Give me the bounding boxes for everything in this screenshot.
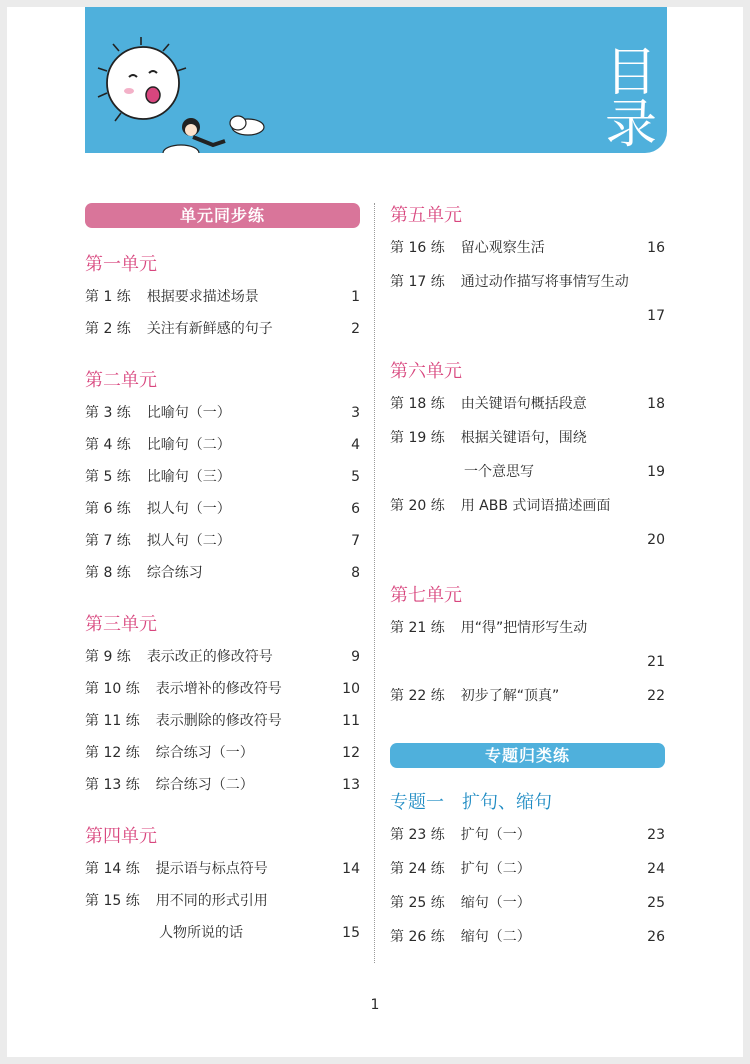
toc-entry-continued[interactable] — [390, 651, 665, 673]
entry-title: 由关键语句概括段意 — [460, 396, 587, 412]
toc-entry[interactable] — [390, 824, 665, 846]
leader-dots — [272, 858, 338, 880]
entry-number: 第 13 练 — [85, 777, 140, 793]
entry-title: 综合练习 — [146, 565, 203, 581]
toc-entry[interactable] — [85, 562, 360, 584]
title-char-2: 录 — [604, 95, 657, 153]
toc-entry[interactable] — [390, 892, 665, 914]
entry-number: 第 25 练 — [390, 895, 445, 911]
topic-title: 专题一 扩句、缩句 — [390, 792, 552, 813]
unit-title: 第五单元 — [390, 205, 462, 226]
unit-title: 第七单元 — [390, 585, 462, 606]
toc-entry[interactable] — [85, 402, 360, 424]
leader-dots — [235, 498, 342, 520]
section-pill-sync: 单元同步练 — [85, 203, 360, 228]
entry-title-continued: 人物所说的话 — [159, 925, 243, 941]
entry-page: 12 — [342, 745, 360, 761]
unit-title: 第六单元 — [390, 361, 462, 382]
sun-cartoon-illustration — [93, 35, 293, 153]
toc-entry[interactable] — [85, 710, 360, 732]
entry-page: 1 — [351, 289, 360, 305]
entry-title: 关注有新鲜感的句子 — [146, 321, 273, 337]
toc-entry-continued[interactable] — [390, 461, 665, 483]
entry-title: 综合练习（一） — [155, 745, 254, 761]
entry-number: 第 14 练 — [85, 861, 140, 877]
entry-page: 6 — [351, 501, 360, 517]
entry-number: 第 21 练 — [390, 620, 445, 636]
entry-page: 8 — [351, 565, 360, 581]
leader-dots — [235, 530, 342, 552]
unit-title: 第二单元 — [85, 370, 157, 391]
entry-title: 比喻句（一） — [146, 405, 231, 421]
entry-number: 第 20 练 — [390, 498, 445, 514]
leader-dots — [247, 922, 338, 944]
entry-page: 15 — [342, 925, 360, 941]
entry-number: 第 6 练 — [85, 501, 131, 517]
leader-dots — [235, 466, 342, 488]
leader-dots — [535, 926, 643, 948]
toc-entry[interactable] — [85, 890, 360, 912]
entry-page: 24 — [647, 861, 665, 877]
entry-number: 第 5 练 — [85, 469, 131, 485]
entry-page: 4 — [351, 437, 360, 453]
toc-entry[interactable] — [85, 434, 360, 456]
entry-page: 26 — [647, 929, 665, 945]
toc-entry-continued[interactable] — [390, 305, 665, 327]
toc-entry[interactable] — [85, 678, 360, 700]
entry-number: 第 12 练 — [85, 745, 140, 761]
left-column — [85, 203, 360, 944]
entry-number: 第 24 练 — [390, 861, 445, 877]
toc-entry[interactable] — [85, 498, 360, 520]
page-number: 1 — [370, 997, 380, 1013]
entry-page: 17 — [647, 308, 665, 324]
leader-dots — [286, 678, 338, 700]
leader-dots — [277, 646, 342, 668]
entry-number: 第 10 练 — [85, 681, 140, 697]
entry-title: 缩句（一） — [460, 895, 531, 911]
entry-number: 第 8 练 — [85, 565, 131, 581]
toc-entry[interactable] — [85, 646, 360, 668]
entry-page: 2 — [351, 321, 360, 337]
entry-page: 14 — [342, 861, 360, 877]
entry-title: 用不同的形式引用 — [155, 893, 268, 909]
entry-number: 第 22 练 — [390, 688, 445, 704]
entry-page: 25 — [647, 895, 665, 911]
unit-title: 第三单元 — [85, 614, 157, 635]
entry-number: 第 15 练 — [85, 893, 140, 909]
entry-title: 用 ABB 式词语描述画面 — [460, 498, 611, 514]
entry-number: 第 7 练 — [85, 533, 131, 549]
leader-dots — [563, 685, 643, 707]
entry-title: 留心观察生活 — [460, 240, 545, 256]
leader-dots — [538, 461, 643, 483]
entry-number: 第 9 练 — [85, 649, 131, 665]
section-pill-topic: 专题归类练 — [390, 743, 665, 768]
leader-dots — [286, 710, 338, 732]
entry-number: 第 11 练 — [85, 713, 140, 729]
entry-title: 根据要求描述场景 — [146, 289, 259, 305]
header-banner — [85, 7, 667, 153]
entry-page: 16 — [647, 240, 665, 256]
toc-entry-continued[interactable] — [390, 529, 665, 551]
leader-dots — [482, 529, 643, 551]
toc-entry[interactable] — [390, 685, 665, 707]
entry-title: 表示删除的修改符号 — [155, 713, 282, 729]
entry-number: 第 19 练 — [390, 430, 445, 446]
unit-title: 第一单元 — [85, 254, 157, 275]
unit-title: 第四单元 — [85, 826, 157, 847]
leader-dots — [207, 562, 342, 584]
entry-number: 第 16 练 — [390, 240, 445, 256]
toc-entry[interactable] — [390, 926, 665, 948]
leader-dots — [591, 393, 643, 415]
entry-page: 13 — [342, 777, 360, 793]
entry-page: 23 — [647, 827, 665, 843]
entry-title: 用“得”把情形写生动 — [460, 620, 588, 636]
entry-title-continued: 一个意思写 — [464, 464, 534, 480]
toc-entry[interactable] — [85, 774, 360, 796]
leader-dots — [549, 237, 643, 259]
entry-page: 9 — [351, 649, 360, 665]
leader-dots — [535, 824, 643, 846]
page — [7, 7, 743, 1057]
leader-dots — [263, 286, 342, 308]
entry-title: 比喻句（二） — [146, 437, 231, 453]
leader-dots — [235, 402, 342, 424]
entry-title: 扩句（二） — [460, 861, 531, 877]
entry-page: 19 — [647, 464, 665, 480]
toc-entry[interactable] — [390, 427, 665, 449]
entry-title: 拟人句（一） — [146, 501, 231, 517]
toc-entry[interactable] — [85, 858, 360, 880]
leader-dots — [258, 742, 338, 764]
entry-title: 缩句（二） — [460, 929, 531, 945]
leader-dots — [535, 858, 643, 880]
entry-title: 提示语与标点符号 — [155, 861, 268, 877]
toc-entry[interactable] — [390, 858, 665, 880]
entry-page: 22 — [647, 688, 665, 704]
entry-number: 第 23 练 — [390, 827, 445, 843]
entry-title: 初步了解“顶真” — [460, 688, 560, 704]
leader-dots — [277, 318, 342, 340]
entry-title: 表示增补的修改符号 — [155, 681, 282, 697]
entry-title: 根据关键语句，围绕 — [460, 430, 587, 446]
toc-entry[interactable] — [390, 237, 665, 259]
toc-entry[interactable] — [85, 286, 360, 308]
entry-number: 第 1 练 — [85, 289, 131, 305]
title-char-1: 目 — [604, 43, 657, 103]
leader-dots — [482, 651, 643, 673]
toc-entry[interactable] — [85, 530, 360, 552]
entry-title: 表示改正的修改符号 — [146, 649, 273, 665]
column-divider — [374, 203, 375, 963]
toc-entry[interactable] — [85, 742, 360, 764]
entry-number: 第 17 练 — [390, 274, 445, 290]
entry-title: 综合练习（二） — [155, 777, 254, 793]
entry-page: 5 — [351, 469, 360, 485]
entry-page: 21 — [647, 654, 665, 670]
leader-dots — [482, 305, 643, 327]
entry-title: 通过动作描写将事情写生动 — [460, 274, 629, 290]
leader-dots — [235, 434, 342, 456]
toc-entry[interactable] — [85, 318, 360, 340]
toc-entry[interactable] — [85, 466, 360, 488]
entry-page: 20 — [647, 532, 665, 548]
toc-entry[interactable] — [390, 393, 665, 415]
entry-number: 第 3 练 — [85, 405, 131, 421]
leader-dots — [258, 774, 338, 796]
entry-number: 第 18 练 — [390, 396, 445, 412]
toc-entry[interactable] — [390, 617, 665, 639]
entry-title: 拟人句（二） — [146, 533, 231, 549]
entry-number: 第 2 练 — [85, 321, 131, 337]
entry-page: 7 — [351, 533, 360, 549]
toc-entry[interactable] — [390, 495, 665, 517]
page-title — [601, 43, 661, 153]
entry-title: 比喻句（三） — [146, 469, 231, 485]
entry-page: 11 — [342, 713, 360, 729]
entry-number: 第 4 练 — [85, 437, 131, 453]
entry-number: 第 26 练 — [390, 929, 445, 945]
toc-entry-continued[interactable] — [85, 922, 360, 944]
entry-title: 扩句（一） — [460, 827, 531, 843]
toc-entry[interactable] — [390, 271, 665, 293]
entry-page: 3 — [351, 405, 360, 421]
right-column — [390, 203, 665, 948]
entry-page: 10 — [342, 681, 360, 697]
leader-dots — [535, 892, 643, 914]
entry-page: 18 — [647, 396, 665, 412]
